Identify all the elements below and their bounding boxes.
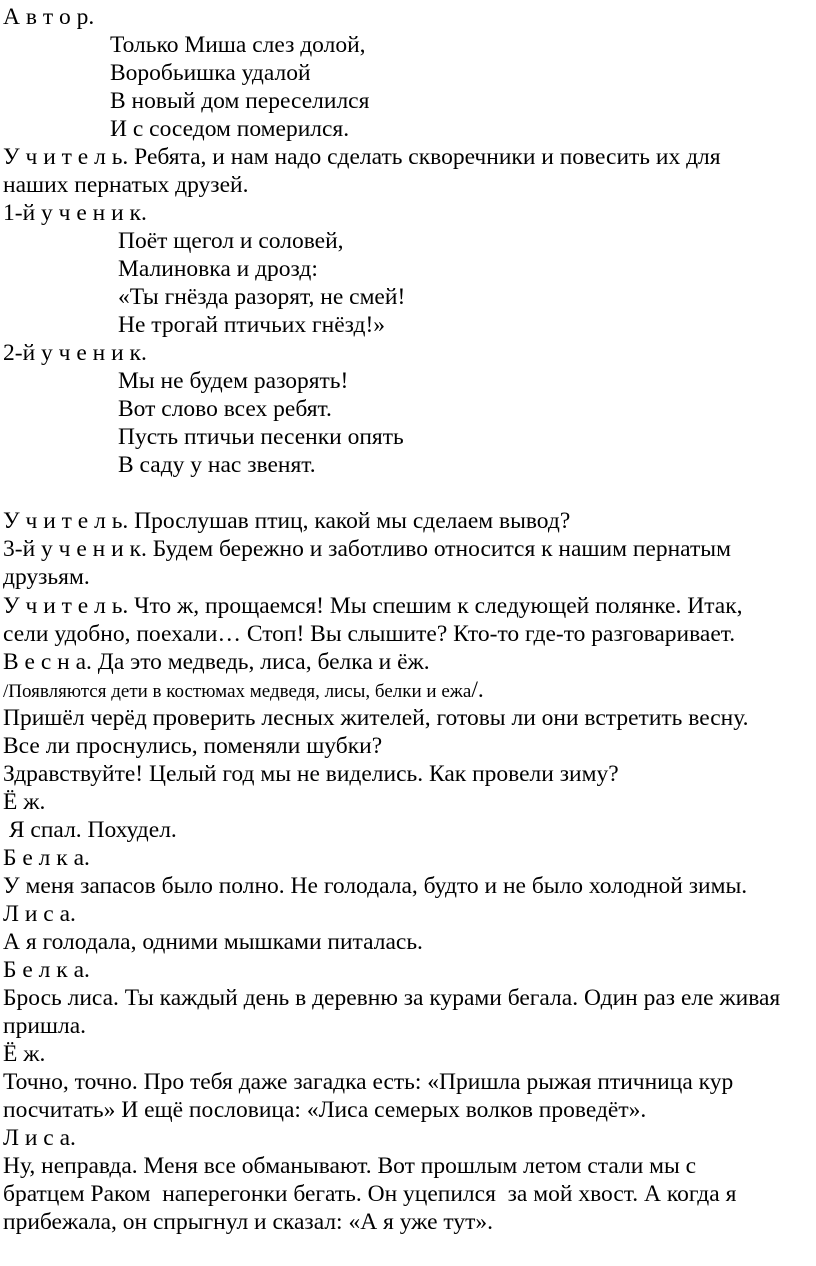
verse-line: В новый дом переселился: [110, 88, 370, 114]
dialogue-line: братцем Раком наперегонки бегать. Он уцепился за мой хвост. А когда я: [3, 1181, 737, 1207]
verse-line: Мы не будем разорять!: [118, 368, 349, 394]
dialogue-line: У меня запасов было полно. Не голодала, будто и не было холодной зимы.: [3, 873, 748, 899]
dialogue-line: Я спал. Похудел.: [3, 817, 177, 843]
dialogue-line: А я голодала, одними мышками питалась.: [3, 929, 423, 955]
speaker-fox: Л и с а.: [3, 1125, 76, 1151]
dialogue-line: У ч и т е л ь. Ребята, и нам надо сделать скворечники и повесить их для: [3, 144, 721, 170]
speaker-student-1: 1-й у ч е н и к.: [3, 200, 147, 226]
speaker-author: А в т о р.: [3, 4, 95, 30]
dialogue-line: друзьям.: [3, 564, 90, 590]
dialogue-line: наших пернатых друзей.: [3, 172, 249, 198]
dialogue-line: пришла.: [3, 1013, 87, 1039]
dialogue-line: Брось лиса. Ты каждый день в деревню за курами бегала. Один раз еле живая: [3, 985, 781, 1011]
dialogue-line: прибежала, он спрыгнул и сказал: «А я уже тут».: [3, 1209, 494, 1235]
dialogue-line: Пришёл черёд проверить лесных жителей, готовы ли они встретить весну.: [3, 705, 749, 731]
dialogue-line: Точно, точно. Про тебя даже загадка есть: «Пришла рыжая птичница кур: [3, 1069, 734, 1095]
speaker-squirrel: Б е л к а.: [3, 957, 90, 983]
verse-line: Малиновка и дрозд:: [118, 256, 318, 282]
speaker-hedgehog: Ё ж.: [3, 1041, 46, 1067]
dialogue-line: У ч и т е л ь. Прослушав птиц, какой мы сделаем вывод?: [3, 508, 571, 534]
dialogue-line: Все ли проснулись, поменяли шубки?: [3, 733, 383, 759]
speaker-squirrel: Б е л к а.: [3, 845, 90, 871]
dialogue-line: Ну, неправда. Меня все обманывают. Вот прошлым летом стали мы с: [3, 1153, 697, 1179]
dialogue-line: сели удобно, поехали… Стоп! Вы слышите? Кто-то где-то разговаривает.: [3, 621, 736, 647]
dialogue-line: 3-й у ч е н и к. Будем бережно и заботливо относится к нашим пернатым: [3, 536, 731, 562]
verse-line: Только Миша слез долой,: [110, 32, 366, 58]
dialogue-line: посчитать» И ещё пословица: «Лиса семерых волков проведёт».: [3, 1097, 647, 1123]
verse-line: Поёт щегол и соловей,: [118, 228, 344, 254]
stage-direction-end: /.: [471, 677, 484, 703]
verse-line: «Ты гнёзда разорят, не смей!: [118, 284, 406, 310]
dialogue-line: У ч и т е л ь. Что ж, прощаемся! Мы спешим к следующей полянке. Итак,: [3, 593, 743, 619]
speaker-student-2: 2-й у ч е н и к.: [3, 340, 147, 366]
verse-line: Воробьишка удалой: [110, 60, 311, 86]
stage-direction-text: /Появляются дети в костюмах медведя, лисы, белки и ежа: [3, 681, 472, 702]
dialogue-line: Здравствуйте! Целый год мы не виделись. Как провели зиму?: [3, 761, 619, 787]
speaker-fox: Л и с а.: [3, 901, 76, 927]
speaker-hedgehog: Ё ж.: [3, 789, 46, 815]
dialogue-line: В е с н а. Да это медведь, лиса, белка и ёж.: [3, 649, 430, 675]
stage-direction: [3, 676, 484, 706]
verse-line: Вот слово всех ребят.: [118, 396, 332, 422]
verse-line: В саду у нас звенят.: [118, 452, 316, 478]
verse-line: Не трогай птичьих гнёзд!»: [118, 312, 386, 338]
verse-line: Пусть птичьи песенки опять: [118, 424, 404, 450]
verse-line: И с соседом померился.: [110, 116, 350, 142]
